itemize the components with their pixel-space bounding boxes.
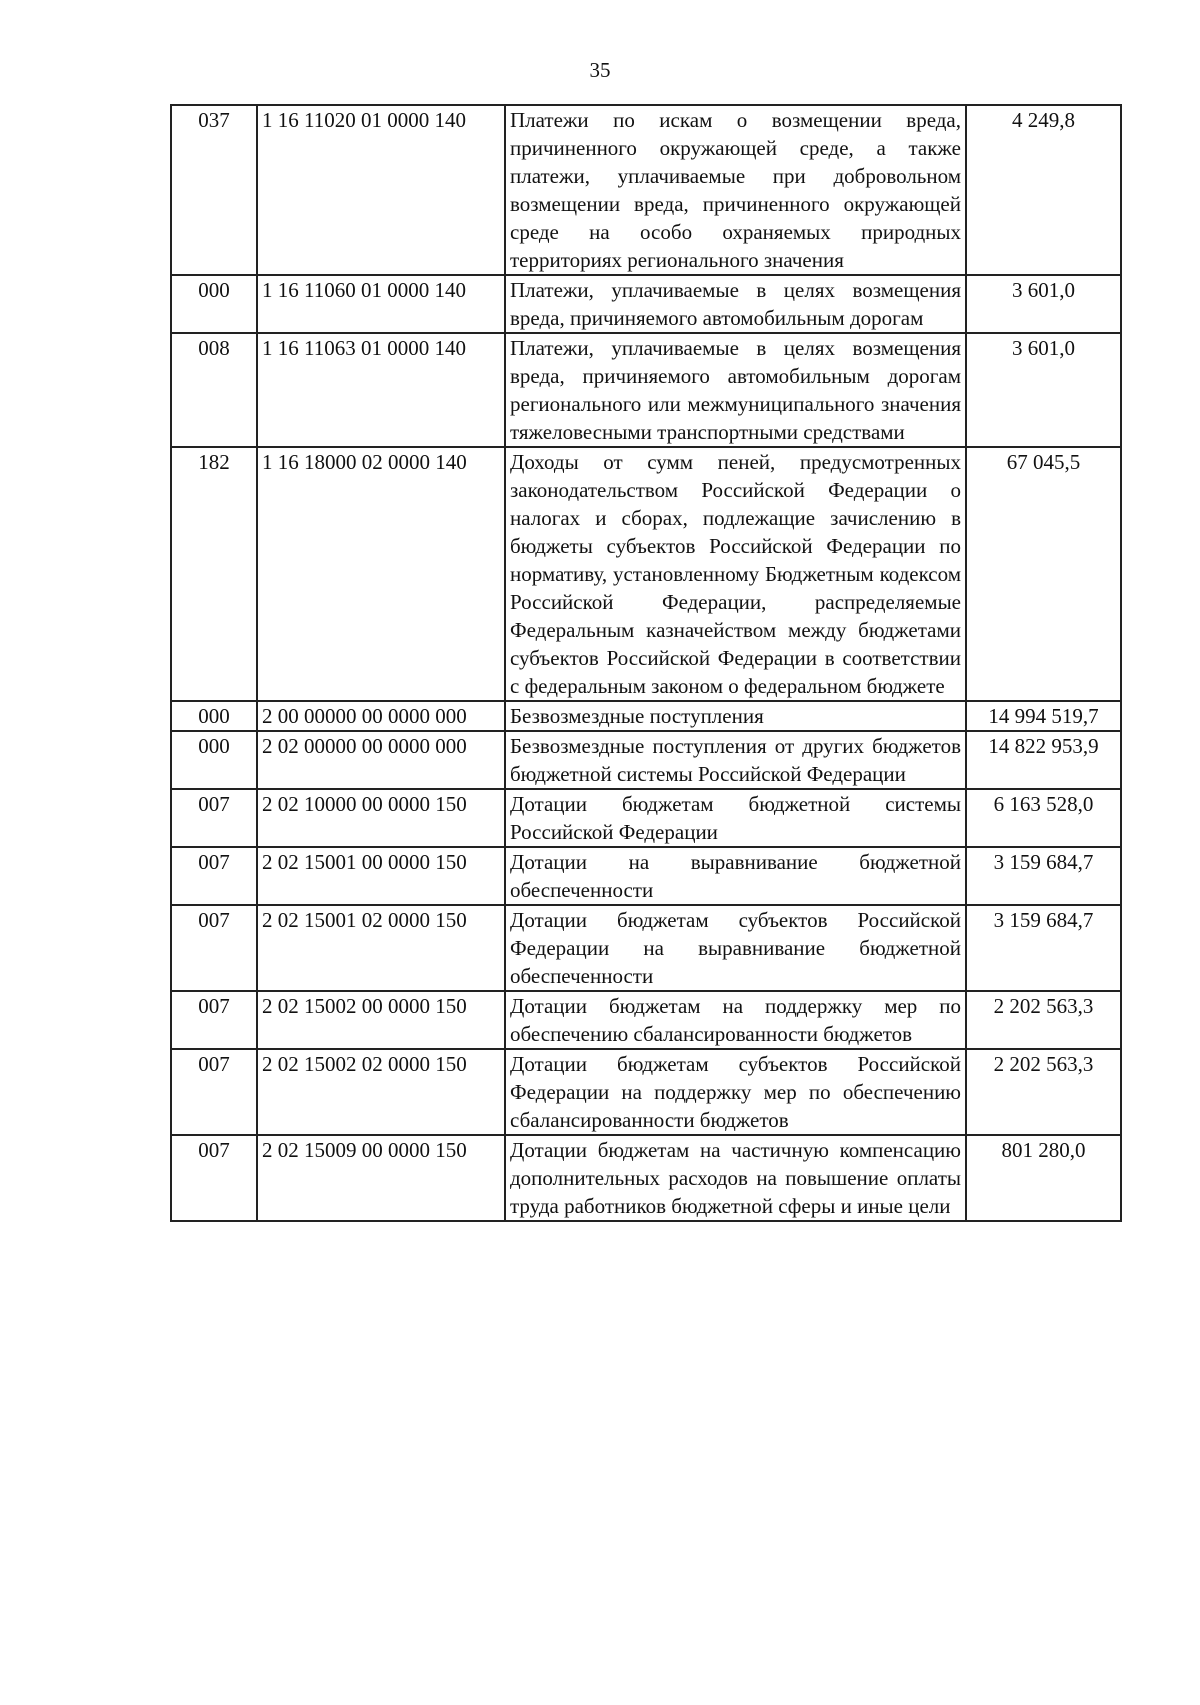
budget-code-cell: 2 00 00000 00 0000 000 [257,701,505,731]
amount-cell: 14 822 953,9 [966,731,1121,789]
revenue-name-cell: Платежи, уплачиваемые в целях возмещения вреда, причиняемого автомобильным дорогам регионального или межмуниципального значения тяжеловесными транспортными средствами [505,333,966,447]
amount-cell: 6 163 528,0 [966,789,1121,847]
table-row [171,905,1121,991]
amount-cell: 67 045,5 [966,447,1121,701]
amount-cell: 3 159 684,7 [966,847,1121,905]
budget-code-cell: 2 02 15001 02 0000 150 [257,905,505,991]
amount-cell: 801 280,0 [966,1135,1121,1221]
revenue-name-cell: Дотации бюджетам на частичную компенсацию дополнительных расходов на повышение оплаты труда работников бюджетной сферы и иные цели [505,1135,966,1221]
budget-code-cell: 2 02 00000 00 0000 000 [257,731,505,789]
amount-cell: 3 601,0 [966,333,1121,447]
budget-code-cell: 2 02 15002 02 0000 150 [257,1049,505,1135]
table-row [171,731,1121,789]
amount-cell: 3 601,0 [966,275,1121,333]
admin-code-cell: 008 [171,333,257,447]
table-row [171,701,1121,731]
budget-code-cell: 2 02 15002 00 0000 150 [257,991,505,1049]
table-row [171,1049,1121,1135]
table-row [171,275,1121,333]
revenue-name-cell: Безвозмездные поступления от других бюджетов бюджетной системы Российской Федерации [505,731,966,789]
table-row [171,333,1121,447]
admin-code-cell: 182 [171,447,257,701]
admin-code-cell: 000 [171,731,257,789]
table-row [171,105,1121,275]
table-row [171,847,1121,905]
revenue-name-cell: Платежи, уплачиваемые в целях возмещения вреда, причиняемого автомобильным дорогам [505,275,966,333]
table-row [171,991,1121,1049]
revenue-name-cell: Дотации бюджетам на поддержку мер по обеспечению сбалансированности бюджетов [505,991,966,1049]
admin-code-cell: 007 [171,789,257,847]
budget-code-cell: 1 16 11020 01 0000 140 [257,105,505,275]
table-row [171,447,1121,701]
amount-cell: 14 994 519,7 [966,701,1121,731]
admin-code-cell: 007 [171,1049,257,1135]
amount-cell: 2 202 563,3 [966,1049,1121,1135]
admin-code-cell: 000 [171,275,257,333]
revenue-name-cell: Дотации бюджетам субъектов Российской Федерации на поддержку мер по обеспечению сбалансированности бюджетов [505,1049,966,1135]
budget-code-cell: 1 16 11060 01 0000 140 [257,275,505,333]
revenue-name-cell: Дотации на выравнивание бюджетной обеспеченности [505,847,966,905]
budget-revenue-table [170,104,1122,1222]
table-row [171,789,1121,847]
budget-code-cell: 1 16 18000 02 0000 140 [257,447,505,701]
table-row [171,1135,1121,1221]
revenue-name-cell: Дотации бюджетам бюджетной системы Российской Федерации [505,789,966,847]
amount-cell: 2 202 563,3 [966,991,1121,1049]
admin-code-cell: 007 [171,847,257,905]
admin-code-cell: 007 [171,905,257,991]
admin-code-cell: 007 [171,1135,257,1221]
page-number: 35 [589,58,611,82]
budget-code-cell: 2 02 15001 00 0000 150 [257,847,505,905]
amount-cell: 4 249,8 [966,105,1121,275]
admin-code-cell: 007 [171,991,257,1049]
revenue-name-cell: Дотации бюджетам субъектов Российской Федерации на выравнивание бюджетной обеспеченности [505,905,966,991]
budget-code-cell: 2 02 10000 00 0000 150 [257,789,505,847]
revenue-name-cell: Платежи по искам о возмещении вреда, причиненного окружающей среде, а также платежи, уплачиваемые при добровольном возмещении вреда, причиненного окружающей среде на особо охраняемых природных территориях регионального значения [505,105,966,275]
revenue-name-cell: Безвозмездные поступления [505,701,966,731]
admin-code-cell: 037 [171,105,257,275]
budget-code-cell: 1 16 11063 01 0000 140 [257,333,505,447]
amount-cell: 3 159 684,7 [966,905,1121,991]
admin-code-cell: 000 [171,701,257,731]
revenue-name-cell: Доходы от сумм пеней, предусмотренных законодательством Российской Федерации о налогах и сборах, подлежащие зачислению в бюджеты субъектов Российской Федерации по нормативу, установленному Бюджетным кодексом Российской Федерации, распределяемые Федеральным казначейством между бюджетами субъектов Российской Федерации в соответствии с федеральным законом о федеральном бюджете [505,447,966,701]
budget-code-cell: 2 02 15009 00 0000 150 [257,1135,505,1221]
